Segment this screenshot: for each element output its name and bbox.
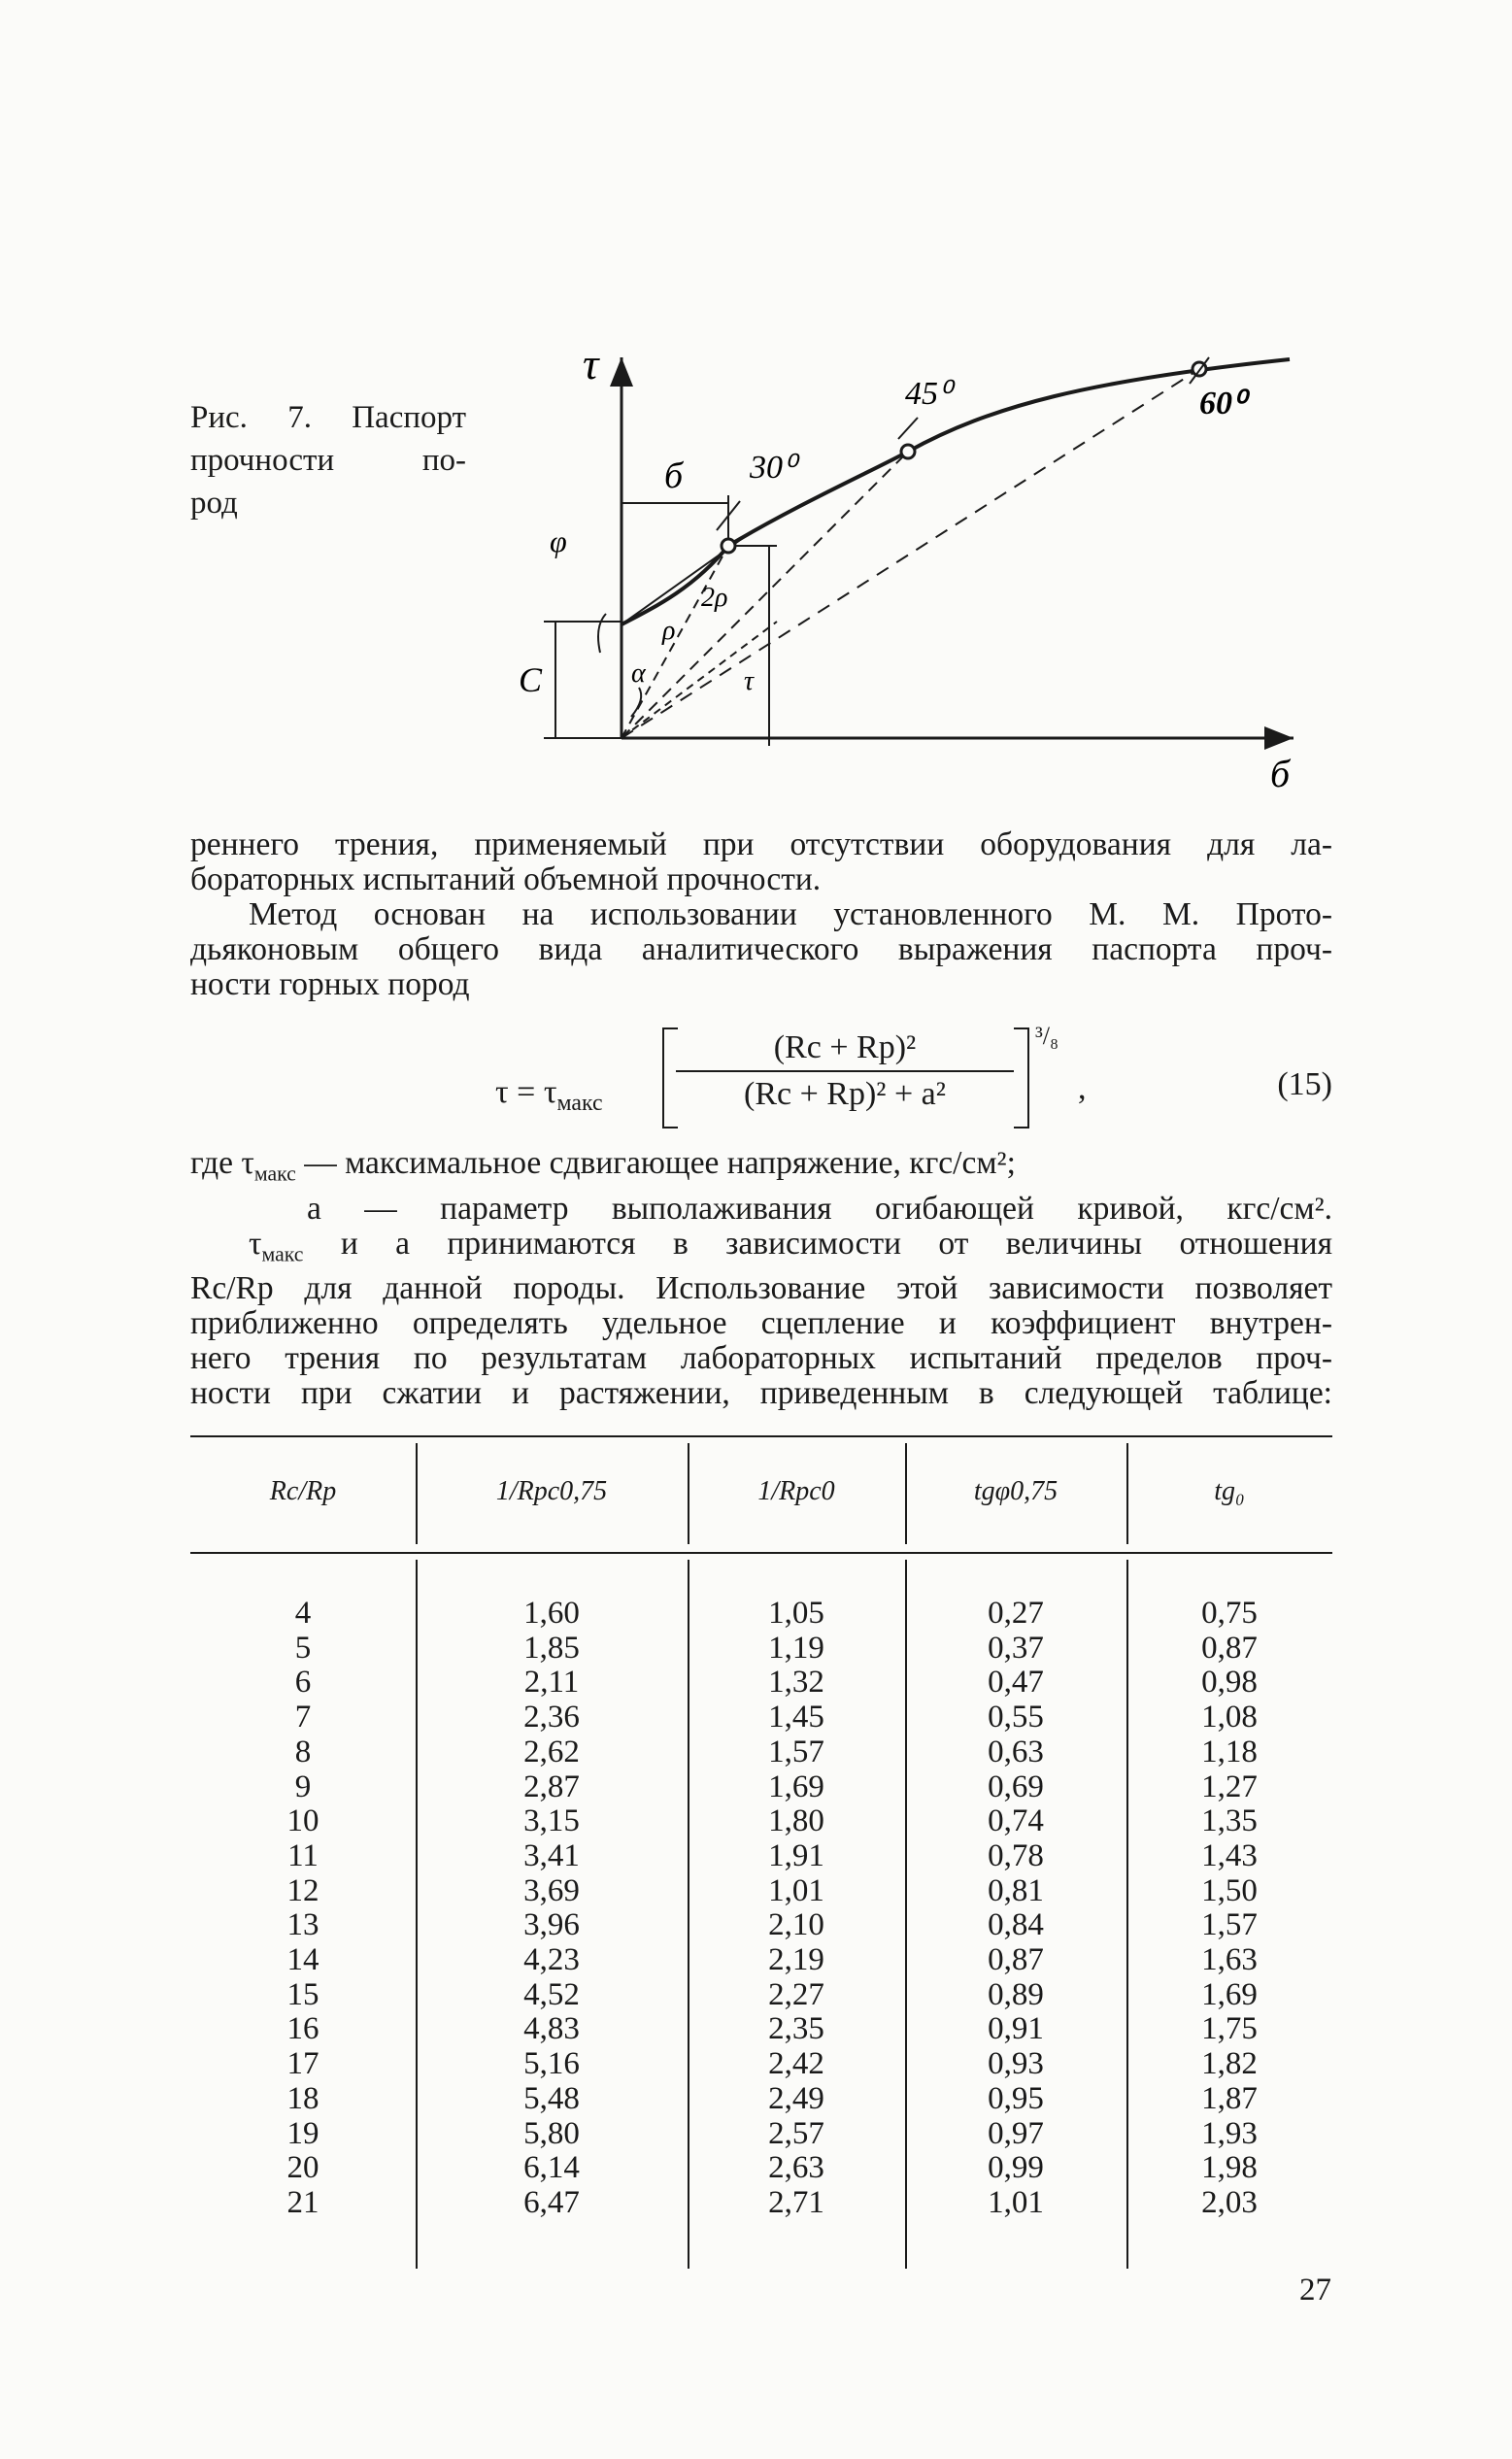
formula-number: (15) [1277,1066,1332,1102]
table-cell: 1,57 [768,1734,824,1769]
table-cell: 6 [294,1665,312,1701]
table-cell: 2,57 [768,2115,824,2151]
table-cell: 1,60 [523,1596,580,1631]
table-cell: 10 [286,1803,319,1839]
label-angle-60: 60⁰ [1199,386,1246,421]
strength-passport-figure [486,330,1321,796]
table-cell: 11 [287,1837,319,1873]
text-line: Rс/Rр для данной породы. Использование этой зависимости позволяет [190,1270,1332,1307]
label-sigma-segment: б [664,455,684,496]
table-cell: 12 [286,1872,319,1908]
table-cell: 2,35 [768,2011,824,2047]
header-rc-rp: Rс/Rр [269,1476,337,1506]
column-rc-rp [190,1597,416,2221]
table-cell: 3,41 [523,1837,580,1873]
table-cell: 9 [294,1768,312,1804]
table-cell: 8 [294,1734,312,1769]
table-cell: 2,19 [768,1942,824,1978]
table-cell: 2,49 [768,2080,824,2116]
table-cell: 0,97 [988,2115,1044,2151]
table-cell: 1,32 [768,1665,824,1701]
table-cell: 20 [286,2150,319,2186]
table-cell: 1,43 [1201,1837,1258,1873]
text-line: Метод основан на использовании установленного М. М. Прото- [249,896,1332,932]
table-cell: 4,23 [523,1942,580,1978]
table-cell: 1,91 [768,1837,824,1873]
page-number: 27 [1299,2273,1331,2307]
label-phi: φ [550,523,567,558]
text-line: бораторных испытаний объемной прочности. [190,861,822,897]
data-table [190,1435,1332,2271]
table-cell: 0,91 [988,2011,1044,2047]
table-cell: 0,63 [988,1734,1044,1769]
table-cell: 0,99 [988,2150,1044,2186]
table-cell: 0,78 [988,1837,1044,1873]
table-cell: 5,48 [523,2080,580,2116]
table-cell: 4,83 [523,2011,580,2047]
formula-bracket-right [1014,1027,1029,1128]
table-cell: 0,55 [988,1700,1044,1735]
table-cell: 2,42 [768,2046,824,2082]
table-cell: 1,18 [1201,1734,1258,1769]
table-cell: 1,01 [988,2184,1044,2220]
caption-line: прочности по- [190,443,466,478]
table-cell: 0,89 [988,1976,1044,2012]
table-cell: 1,69 [768,1768,824,1804]
formula-numerator: (Rс + Rр)² [773,1029,917,1065]
text-line: дьяконовым общего вида аналитического выражения паспорта проч- [190,931,1332,967]
table-cell: 1,57 [1201,1907,1258,1943]
table-cell: 7 [294,1700,312,1735]
table-cell: 5,16 [523,2046,580,2082]
table-cell: 0,75 [1201,1596,1258,1631]
table-cell: 2,62 [523,1734,580,1769]
table-cell: 0,95 [988,2080,1044,2116]
table-cell: 1,87 [1201,2080,1258,2116]
table-cell: 0,74 [988,1803,1044,1839]
phi-arc [598,614,606,653]
table-header-rule [190,1552,1332,1554]
caption-line: род [190,486,238,521]
label-tau-dim: τ [744,666,755,696]
caption-line: Рис. 7. Паспорт [190,400,466,435]
table-cell: 1,80 [768,1803,824,1839]
table-cell: 18 [286,2080,319,2116]
table-cell: 0,84 [988,1907,1044,1943]
label-tau-axis: τ [583,339,599,388]
column-tg0 [1126,1597,1332,2221]
table-cell: 1,63 [1201,1942,1258,1978]
paragraph-1 [190,827,1332,897]
table-cell: 14 [286,1942,319,1978]
table-cell: 1,75 [1201,2011,1258,2047]
paragraph-2 [190,897,1332,1002]
table-cell: 3,69 [523,1872,580,1908]
header-inv-rpc0: 1/Rрс0 [757,1476,835,1506]
label-alpha: α [631,658,646,689]
table-cell: 17 [286,2046,319,2082]
figure-caption [190,396,466,524]
table-cell: 0,87 [988,1942,1044,1978]
table-cell: 0,87 [1201,1630,1258,1666]
table-cell: 4 [294,1596,312,1631]
table-cell: 5 [294,1630,312,1666]
table-cell: 0,37 [988,1630,1044,1666]
table-cell: 1,05 [768,1596,824,1631]
formula-denominator: (Rс + Rр)² + a² [676,1070,1014,1113]
table-cell: 1,50 [1201,1872,1258,1908]
text-line: ности горных пород [190,966,470,1002]
text-line: где $\tau_{макс}$ — максимальное сдвигающее напряжение, кгс/см²; [190,1145,1016,1186]
table-cell: 6,14 [523,2150,580,2186]
table-cell: 1,93 [1201,2115,1258,2151]
text-line: ности при сжатии и растяжении, приведенным в следующей таблице: [190,1375,1332,1412]
text-line: реннего трения, применяемый при отсутствии оборудования для ла- [190,826,1332,862]
table-cell: 2,11 [523,1665,580,1701]
table-cell: 0,81 [988,1872,1044,1908]
table-cell: 1,85 [523,1630,580,1666]
point-30 [722,539,735,553]
table-cell: 2,36 [523,1700,580,1735]
formula-exponent: ³/₈ [1035,1022,1059,1050]
point-45 [901,445,915,458]
column-tgphi075 [905,1597,1126,2221]
formula-comma: , [1078,1070,1087,1106]
strength-passport-diagram [486,330,1321,796]
header-inv-rpc075: 1/Rрс0,75 [495,1476,608,1506]
column-inv-rpc0 [688,1597,905,2221]
formula-fraction [676,1029,1014,1113]
table-cell: 3,15 [523,1803,580,1839]
table-cell: 2,63 [768,2150,824,2186]
label-2rho: 2ρ [701,583,728,613]
table-cell: 2,03 [1201,2184,1258,2220]
table-cell: 1,45 [768,1700,824,1735]
table-cell: 1,69 [1201,1976,1258,2012]
text-line: $\tau_{макс}$ и a принимаются в зависимости от величины отношения [249,1225,1332,1266]
text-line: a — параметр выполаживания огибающей кривой, кгс/см². [307,1190,1332,1227]
table-cell: 15 [286,1976,319,2012]
table-cell: 16 [286,2011,319,2047]
label-angle-30: 30⁰ [750,450,796,486]
label-sigma-axis: б [1270,752,1291,795]
table-cell: 0,98 [1201,1665,1258,1701]
header-tg0: tg₀ [1214,1476,1245,1506]
table-cell: 5,80 [523,2115,580,2151]
table-cell: 21 [286,2184,319,2220]
table-cell: 1,01 [768,1872,824,1908]
header-tgphi075: tgφ0,75 [973,1476,1058,1506]
table-cell: 0,93 [988,2046,1044,2082]
table-cell: 6,47 [523,2184,580,2220]
text-line: него трения по результатам лабораторных испытаний пределов проч- [190,1340,1332,1377]
label-rho: ρ [662,616,676,646]
table-cell: 1,08 [1201,1700,1258,1735]
table-cell: 2,87 [523,1768,580,1804]
table-cell: 1,35 [1201,1803,1258,1839]
label-angle-45: 45⁰ [905,376,952,412]
table-cell: 2,71 [768,2184,824,2220]
column-inv-rpc075 [416,1597,688,2221]
table-cell: 1,98 [1201,2150,1258,2186]
table-cell: 2,27 [768,1976,824,2012]
formula-15 [486,1022,1332,1130]
formula-lhs: $\tau = \tau_{макс}$ [495,1074,603,1116]
table-cell: 0,69 [988,1768,1044,1804]
table-cell: 1,19 [768,1630,824,1666]
paragraph-3 [190,1146,1332,1411]
label-c: С [519,660,543,699]
table-cell: 19 [286,2115,319,2151]
table-cell: 2,10 [768,1907,824,1943]
table-cell: 1,27 [1201,1768,1258,1804]
table-cell: 0,27 [988,1596,1044,1631]
text-line: приближенно определять удельное сцепление и коэффициент внутрен- [190,1305,1332,1342]
table-cell: 1,82 [1201,2046,1258,2082]
table-cell: 3,96 [523,1907,580,1943]
table-cell: 13 [286,1907,319,1943]
table-cell: 0,47 [988,1665,1044,1701]
table-top-rule [190,1435,1332,1437]
table-cell: 4,52 [523,1976,580,2012]
